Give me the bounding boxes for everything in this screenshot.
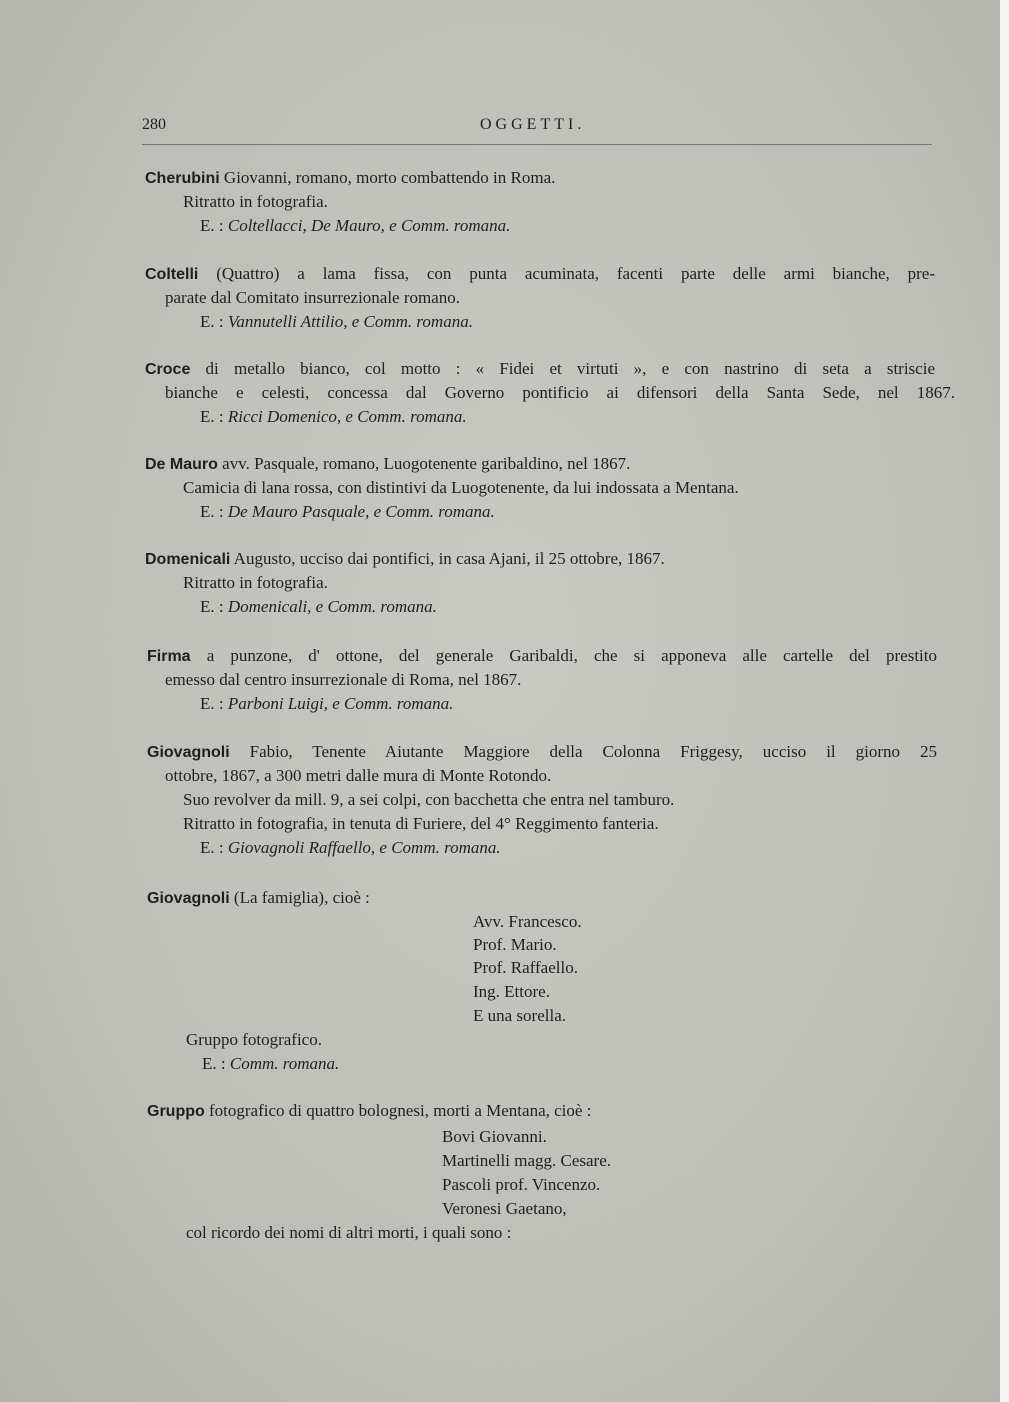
entry-0-line-0 (145, 168, 555, 189)
entry-text: Ritratto in fotografia. (183, 573, 328, 592)
entry-8-line-1 (442, 1127, 547, 1147)
entry-4-line-0 (145, 549, 665, 570)
entry-8-line-3 (442, 1175, 600, 1195)
entry-6-line-4 (200, 838, 501, 858)
entry-0-line-2 (200, 216, 510, 236)
entry-text: Avv. Francesco. (473, 912, 582, 931)
entry-text: emesso dal centro insurrezionale di Roma, nel 1867. (165, 670, 522, 689)
entry-7-line-3 (473, 958, 578, 978)
entry-text: Bovi Giovanni. (442, 1127, 547, 1146)
entry-text: Pascoli prof. Vincenzo. (442, 1175, 601, 1194)
entry-3-line-0 (145, 454, 630, 475)
entry-text: E. : (200, 597, 228, 616)
entry-source: Domenicali, e Comm. romana. (227, 597, 437, 616)
entry-headword: Cherubini (145, 170, 220, 187)
entry-source: Giovagnoli Raffaello, e Comm. romana. (227, 838, 501, 857)
entry-7-line-5 (473, 1006, 566, 1026)
entry-text: parate dal Comitato insurrezionale romano. (165, 288, 461, 307)
entry-text: E. : (200, 216, 228, 235)
entry-text: Augusto, ucciso dai pontifici, in casa Ajani, il 25 ottobre, 1867. (230, 549, 665, 568)
entry-text: Ritratto in fotografia, in tenuta di Furiere, del 4° Reggimento fanteria. (183, 814, 659, 833)
entry-7-line-7 (202, 1054, 339, 1074)
entry-4-line-1 (183, 573, 328, 593)
entry-7-line-1 (473, 912, 582, 932)
entry-1-line-0 (145, 264, 935, 285)
entry-text: (La famiglia), cioè : (229, 888, 370, 907)
entry-headword: Coltelli (145, 266, 199, 283)
entry-text: Prof. Raffaello. (473, 958, 578, 977)
entry-0-line-1 (183, 192, 328, 212)
entry-text: col ricordo dei nomi di altri morti, i quali sono : (186, 1223, 512, 1242)
entry-text: fotografico di quattro bolognesi, morti a Mentana, cioè : (204, 1101, 592, 1120)
entry-5-line-1 (165, 670, 521, 690)
entry-text: E. : (200, 312, 228, 331)
entry-text: E. : (202, 1054, 230, 1073)
running-title: OGGETTI. (480, 116, 586, 133)
entry-text: E. : (200, 694, 228, 713)
entry-5-line-0 (147, 646, 937, 667)
entry-8-line-2 (442, 1151, 611, 1171)
entry-headword: Croce (145, 361, 191, 378)
entry-7-line-0 (147, 888, 370, 909)
entry-7-line-2 (473, 935, 557, 955)
entry-1-line-2 (200, 312, 473, 332)
entry-source: Vannutelli Attilio, e Comm. romana. (227, 312, 473, 331)
entry-source: Parboni Luigi, e Comm. romana. (227, 694, 454, 713)
entry-3-line-2 (200, 502, 495, 522)
entry-7-line-4 (473, 982, 550, 1002)
entry-2-line-0 (145, 359, 935, 380)
entry-8-line-5 (186, 1223, 511, 1243)
entry-text: E una sorella. (473, 1006, 566, 1025)
entry-source: Coltellacci, De Mauro, e Comm. romana. (227, 216, 511, 235)
entry-text: di metallo bianco, col motto : « Fidei et virtuti », e con nastrino di seta a striscie (190, 359, 935, 378)
entry-8-line-4 (442, 1199, 567, 1219)
entry-text: Ritratto in fotografia. (183, 192, 328, 211)
entry-2-line-2 (200, 407, 467, 427)
entry-6-line-2 (183, 790, 674, 810)
entry-6-line-0 (147, 742, 937, 763)
entry-7-line-6 (186, 1030, 322, 1050)
entry-headword: Gruppo (147, 1103, 205, 1120)
entry-1-line-1 (165, 288, 460, 308)
entry-source: Comm. romana. (229, 1054, 340, 1073)
entry-text: Veronesi Gaetano, (442, 1199, 567, 1218)
entry-3-line-1 (183, 478, 739, 498)
entry-text: a punzone, d' ottone, del generale Garibaldi, che si apponeva alle cartelle del prestito (190, 646, 937, 665)
entry-headword: Domenicali (145, 551, 231, 568)
entry-text: bianche e celesti, concessa dal Governo pontificio ai difensori della Santa Sede, nel 1867. (165, 383, 955, 402)
entry-text: Giovanni, romano, morto combattendo in Roma. (219, 168, 556, 187)
entry-source: De Mauro Pasquale, e Comm. romana. (227, 502, 495, 521)
entry-6-line-1 (165, 766, 551, 786)
entry-text: Prof. Mario. (473, 935, 557, 954)
entry-text: Ing. Ettore. (473, 982, 550, 1001)
entry-6-line-3 (183, 814, 659, 834)
entry-headword: De Mauro (145, 456, 218, 473)
entry-headword: Giovagnoli (147, 744, 230, 761)
entry-source: Ricci Domenico, e Comm. romana. (227, 407, 467, 426)
entry-text: Gruppo fotografico. (186, 1030, 322, 1049)
page-edge (1000, 0, 1009, 1402)
entry-text: Camicia di lana rossa, con distintivi da Luogotenente, da lui indossata a Mentana. (183, 478, 739, 497)
entry-text: Suo revolver da mill. 9, a sei colpi, con bacchetta che entra nel tamburo. (183, 790, 675, 809)
entry-text: E. : (200, 407, 228, 426)
entry-5-line-2 (200, 694, 453, 714)
entry-text: E. : (200, 502, 228, 521)
entry-headword: Firma (147, 648, 191, 665)
entry-4-line-2 (200, 597, 437, 617)
entry-headword: Giovagnoli (147, 890, 230, 907)
entry-text: Martinelli magg. Cesare. (442, 1151, 612, 1170)
entry-8-line-0 (147, 1101, 591, 1122)
entry-text: Fabio, Tenente Aiutante Maggiore della Colonna Friggesy, ucciso il giorno 25 (229, 742, 937, 761)
page-number: 280 (142, 116, 166, 133)
entry-text: avv. Pasquale, romano, Luogotenente garibaldino, nel 1867. (217, 454, 631, 473)
entry-text: E. : (200, 838, 228, 857)
header-rule (142, 144, 932, 145)
entry-2-line-1 (165, 383, 955, 403)
entry-text: (Quattro) a lama fissa, con punta acuminata, facenti parte delle armi bianche, pre- (198, 264, 935, 283)
entry-text: ottobre, 1867, a 300 metri dalle mura di Monte Rotondo. (165, 766, 552, 785)
